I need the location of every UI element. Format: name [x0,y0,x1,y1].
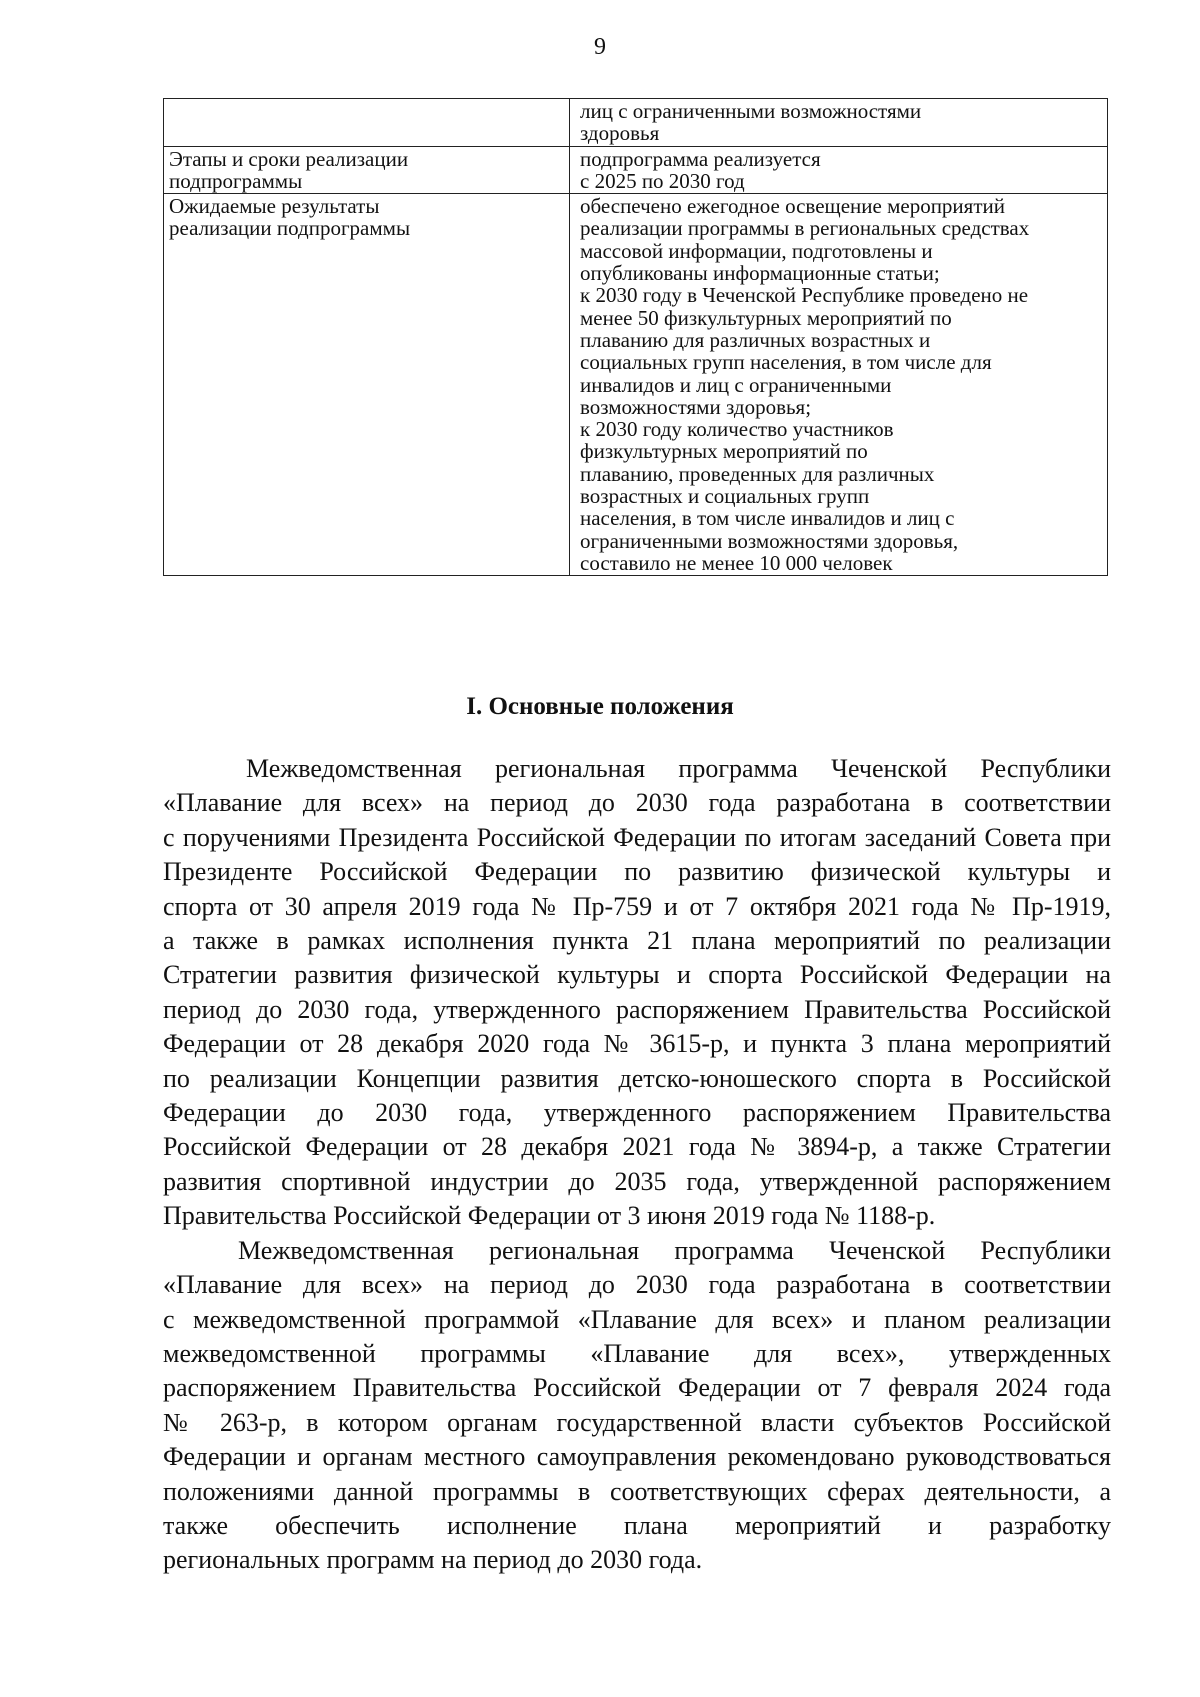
table-cell-value [570,146,1108,194]
paragraph-line: Стратегии развития физической культуры и спорта Российской Федерации на [163,960,1111,990]
paragraph-line: также обеспечить исполнение плана мероприятий и разработку [163,1510,1111,1540]
value-line: менее 50 физкультурных мероприятий по [580,305,952,330]
paragraph-line: Межведомственная региональная программа Чеченской Республики [238,1235,1111,1265]
label-line: реализации подпрограммы [169,216,411,241]
paragraph-line: распоряжением Правительства Российской Федерации от 7 февраля 2024 года [163,1373,1111,1403]
table-row [164,99,1108,147]
value-line: лиц с ограниченными возможностями [580,99,922,123]
paragraph-line: № 263-р, в котором органам государственной власти субъектов Российской [163,1407,1111,1437]
paragraph [163,752,1111,1234]
subprogram-passport-table [163,98,1108,576]
value-line: к 2030 году количество участников [580,417,894,442]
value-line: социальных групп населения, в том числе для [580,350,992,375]
value-line: опубликованы информационные статьи; [580,261,940,286]
value-line: населения, в том числе инвалидов и лиц с [580,506,955,531]
paragraph-line: положениями данной программы в соответствующих сферах деятельности, а [163,1476,1111,1506]
paragraph-line: развития спортивной индустрии до 2035 года, утвержденной распоряжением [163,1166,1111,1196]
section-heading: I. Основные положения [466,693,734,720]
value-line: возрастных и социальных групп [580,484,870,509]
passport-table-body [164,99,1108,576]
table-cell-label [164,99,570,147]
value-line: плаванию для различных возрастных и [580,327,931,352]
label-line: Этапы и сроки реализации [169,146,409,171]
value-line: здоровья [580,121,660,146]
paragraph-line: региональных программ на период до 2030 года. [163,1545,703,1575]
label-line: подпрограммы [169,168,303,193]
table-row [164,194,1108,576]
paragraph [163,1234,1111,1578]
value-line: физкультурных мероприятий по [580,439,868,464]
value-line: инвалидов и лиц с ограниченными [580,372,892,397]
paragraph-line: Федерации от 28 декабря 2020 года № 3615-р, и пункта 3 плана мероприятий [163,1029,1111,1059]
value-line: плаванию, проведенных для различных [580,461,935,486]
value-line: с 2025 по 2030 год [580,168,745,193]
paragraph-line: спорта от 30 апреля 2019 года № Пр-759 и от 7 октября 2021 года № Пр-1919, [163,891,1111,921]
value-line: возможностями здоровья; [580,394,812,419]
value-line: подпрограмма реализуется [580,146,821,171]
value-line: к 2030 году в Чеченской Республике проведено не [580,283,1029,308]
paragraph-line: Межведомственная региональная программа Чеченской Республики [246,754,1111,783]
paragraph-line: Президенте Российской Федерации по развитию физической культуры и [163,857,1111,887]
paragraph-line: Федерации и органам местного самоуправления рекомендовано руководствоваться [163,1442,1111,1472]
table-cell-value [570,194,1108,576]
label-line: Ожидаемые результаты [169,194,380,219]
value-line: составило не менее 10 000 человек [580,550,893,575]
value-line: ограниченными возможностями здоровья, [580,528,959,553]
page-number: 9 [594,34,606,60]
table-row [164,146,1108,194]
paragraph-line: «Плавание для всех» на период до 2030 года разработана в соответствии [163,788,1111,818]
paragraph-line: период до 2030 года, утвержденного распоряжением Правительства Российской [163,994,1111,1024]
table-cell-label [164,146,570,194]
paragraph-line: Правительства Российской Федерации от 3 июня 2019 года № 1188-р. [163,1201,936,1231]
paragraph-line: Федерации до 2030 года, утвержденного распоряжением Правительства [163,1098,1111,1128]
paragraph-line: Российской Федерации от 28 декабря 2021 года № 3894-р, а также Стратегии [163,1132,1111,1162]
paragraph-line: с поручениями Президента Российской Федерации по итогам заседаний Совета при [163,822,1111,852]
body-text [163,752,1111,1578]
value-line: массовой информации, подготовлены и [580,238,933,263]
table-cell-value [570,99,1108,147]
paragraph-line: а также в рамках исполнения пункта 21 плана мероприятий по реализации [163,926,1111,956]
value-line: обеспечено ежегодное освещение мероприятий [580,194,1005,219]
paragraph-line: по реализации Концепции развития детско-юношеского спорта в Российской [163,1063,1111,1093]
paragraph-line: межведомственной программы «Плавание для всех», утвержденных [163,1338,1111,1368]
value-line: реализации программы в региональных средствах [580,216,1030,241]
paragraph-line: с межведомственной программой «Плавание для всех» и планом реализации [163,1304,1111,1334]
table-cell-label [164,194,570,576]
paragraph-line: «Плавание для всех» на период до 2030 года разработана в соответствии [163,1270,1111,1300]
